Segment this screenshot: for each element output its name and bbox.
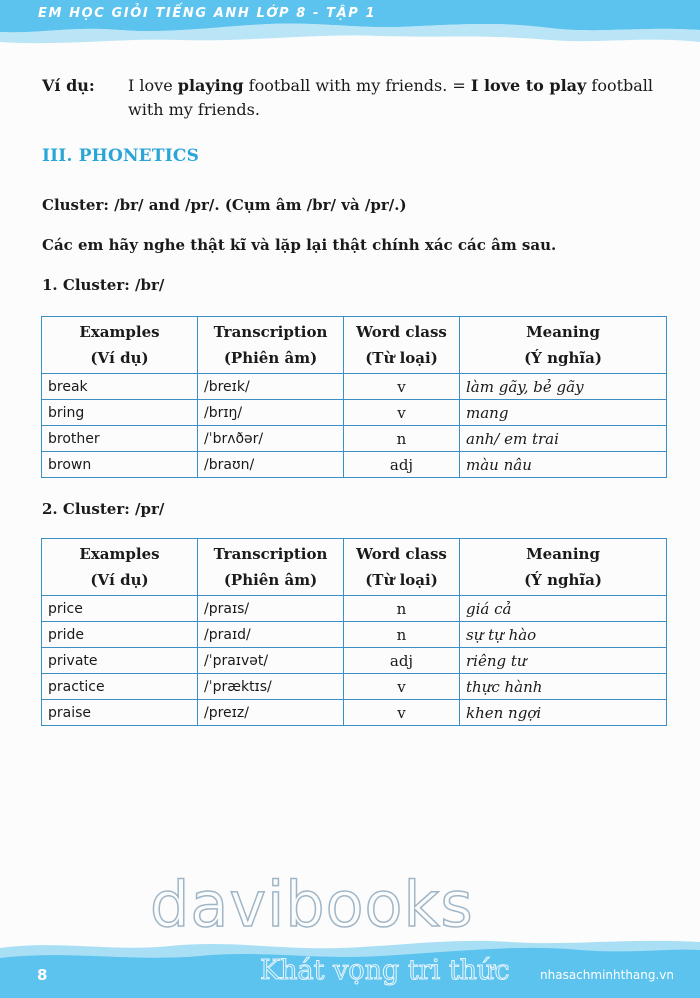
cluster-line: Cluster: /br/ and /pr/. (Cụm âm /br/ và /pr/.) [42, 196, 407, 214]
meaning: khen ngợi [460, 700, 667, 726]
examples-header: Examples (Ví dụ) [42, 539, 198, 596]
meaning: màu nâu [460, 452, 667, 478]
example-gerund: playing [177, 76, 244, 95]
meaning: mang [460, 400, 667, 426]
ipa: /ˈpraɪvət/ [198, 648, 344, 674]
table-header-row [42, 539, 667, 596]
watermark-logo: davibooks [150, 868, 474, 941]
word: private [42, 648, 198, 674]
example-infinitive: I love to play [470, 76, 587, 95]
word: practice [42, 674, 198, 700]
ipa: /praɪd/ [198, 622, 344, 648]
book-series-title: EM HỌC GIỎI TIẾNG ANH LỚP 8 - TẬP 1 [38, 6, 377, 21]
transcription-header: Transcription (Phiên âm) [198, 317, 344, 374]
table-row [42, 648, 667, 674]
word: praise [42, 700, 198, 726]
word: break [42, 374, 198, 400]
table-row [42, 452, 667, 478]
pr-table [41, 538, 667, 726]
meaning: làm gãy, bẻ gãy [460, 374, 667, 400]
word-class: v [344, 674, 460, 700]
example-label: Ví dụ: [42, 76, 95, 95]
ipa: /breɪk/ [198, 374, 344, 400]
br-table [41, 316, 667, 478]
example-part-3: football with my friends. = [243, 76, 471, 95]
table-row [42, 674, 667, 700]
instruction-line: Các em hãy nghe thật kĩ và lặp lại thật chính xác các âm sau. [42, 236, 557, 254]
table-row [42, 596, 667, 622]
br-heading: 1. Cluster: /br/ [42, 276, 165, 294]
section-title: III. PHONETICS [42, 146, 200, 166]
meaning: thực hành [460, 674, 667, 700]
meaning: riêng tư [460, 648, 667, 674]
table-row [42, 700, 667, 726]
meaning-header: Meaning (Ý nghĩa) [460, 539, 667, 596]
table-header-row [42, 317, 667, 374]
word-class: n [344, 622, 460, 648]
table-row [42, 426, 667, 452]
table-row [42, 622, 667, 648]
page-number: 8 [37, 966, 48, 984]
meaning: sự tự hào [460, 622, 667, 648]
ipa: /preɪz/ [198, 700, 344, 726]
meaning: giá cả [460, 596, 667, 622]
word: pride [42, 622, 198, 648]
word: brother [42, 426, 198, 452]
ipa: /ˈbrʌðər/ [198, 426, 344, 452]
word-class: v [344, 700, 460, 726]
ipa: /ˈpræktɪs/ [198, 674, 344, 700]
word-class-header: Word class (Từ loại) [344, 539, 460, 596]
ipa: /brɪŋ/ [198, 400, 344, 426]
example-sentence [128, 74, 673, 122]
word-class: v [344, 374, 460, 400]
example-part-5: football with my friends. [128, 76, 654, 119]
word-class: adj [344, 648, 460, 674]
ipa: /braʊn/ [198, 452, 344, 478]
table-row [42, 374, 667, 400]
word-class: adj [344, 452, 460, 478]
table-row [42, 400, 667, 426]
transcription-header: Transcription (Phiên âm) [198, 539, 344, 596]
pr-heading: 2. Cluster: /pr/ [42, 500, 165, 518]
word: brown [42, 452, 198, 478]
word-class-header: Word class (Từ loại) [344, 317, 460, 374]
word: bring [42, 400, 198, 426]
ipa: /praɪs/ [198, 596, 344, 622]
meaning: anh/ em trai [460, 426, 667, 452]
publisher-site: nhasachminhthang.vn [540, 968, 675, 982]
example-part-1: I love [128, 76, 178, 95]
meaning-header: Meaning (Ý nghĩa) [460, 317, 667, 374]
watermark-tagline: Khát vọng tri thức [260, 955, 510, 986]
word-class: n [344, 596, 460, 622]
word: price [42, 596, 198, 622]
examples-header: Examples (Ví dụ) [42, 317, 198, 374]
word-class: n [344, 426, 460, 452]
word-class: v [344, 400, 460, 426]
